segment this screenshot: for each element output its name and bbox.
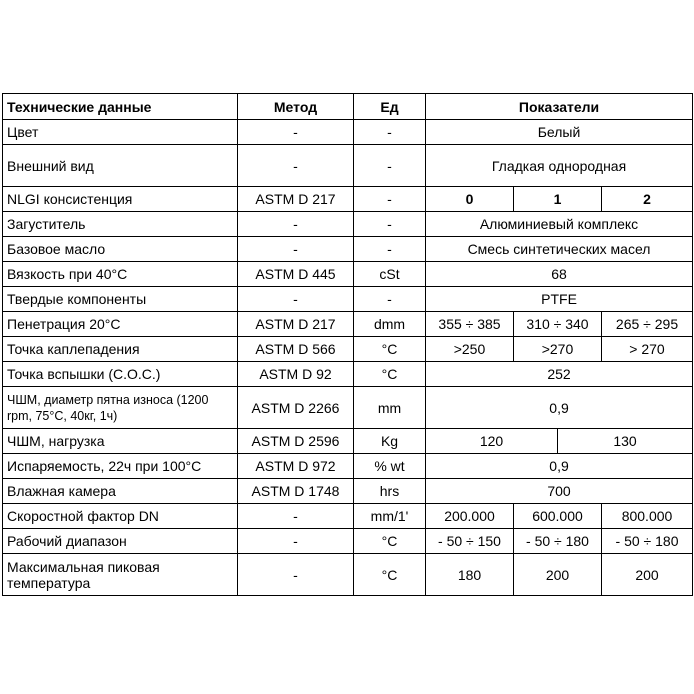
- table-row: [3, 554, 693, 596]
- table-row: [3, 429, 693, 454]
- row-method: ASTM D 1748: [238, 479, 354, 504]
- row-method: ASTM D 217: [238, 312, 354, 337]
- row-method: -: [238, 287, 354, 312]
- row-method: ASTM D 217: [238, 187, 354, 212]
- row-value: 0,9: [426, 387, 693, 429]
- row-unit: % wt: [354, 454, 426, 479]
- row-name: Цвет: [3, 120, 238, 145]
- table-row: [3, 387, 693, 429]
- row-value-grade-1: 1: [514, 187, 602, 212]
- row-value-grade-2: 265 ÷ 295: [602, 312, 693, 337]
- table-header-row: [3, 94, 693, 120]
- table-row: [3, 337, 693, 362]
- row-name: NLGI консистенция: [3, 187, 238, 212]
- table-row: [3, 504, 693, 529]
- row-unit: Kg: [354, 429, 426, 454]
- table-row: [3, 454, 693, 479]
- row-unit: -: [354, 237, 426, 262]
- row-value-grade-2: 200: [602, 554, 693, 596]
- table-row: [3, 187, 693, 212]
- row-method: -: [238, 120, 354, 145]
- row-value-grade-1: 200: [514, 554, 602, 596]
- row-unit: -: [354, 145, 426, 187]
- row-value-grade-0: >250: [426, 337, 514, 362]
- row-value-grade-2: > 270: [602, 337, 693, 362]
- row-name: Испаряемость, 22ч при 100°С: [3, 454, 238, 479]
- header-method: Метод: [238, 94, 354, 120]
- row-value-grade-2: 800.000: [602, 504, 693, 529]
- row-name: Пенетрация 20°С: [3, 312, 238, 337]
- row-unit: °C: [354, 529, 426, 554]
- row-name: Точка вспышки (С.О.С.): [3, 362, 238, 387]
- header-values: Показатели: [426, 94, 693, 120]
- row-name: Максимальная пиковая температура: [3, 554, 238, 596]
- row-value-grade-1: 600.000: [514, 504, 602, 529]
- technical-data-table: [2, 93, 693, 596]
- row-value: PTFE: [426, 287, 693, 312]
- row-unit: °C: [354, 362, 426, 387]
- row-unit: mm: [354, 387, 426, 429]
- table-row: [3, 120, 693, 145]
- row-method: -: [238, 529, 354, 554]
- table-row: [3, 287, 693, 312]
- row-method: ASTM D 445: [238, 262, 354, 287]
- table-row: [3, 145, 693, 187]
- header-unit: Ед: [354, 94, 426, 120]
- row-unit: mm/1': [354, 504, 426, 529]
- row-unit: dmm: [354, 312, 426, 337]
- row-value-grade-0: 0: [426, 187, 514, 212]
- row-value-grade-0: 355 ÷ 385: [426, 312, 514, 337]
- row-unit: °C: [354, 554, 426, 596]
- row-value: 252: [426, 362, 693, 387]
- row-name: Скоростной фактор DN: [3, 504, 238, 529]
- row-method: -: [238, 145, 354, 187]
- table-row: [3, 529, 693, 554]
- row-value-grade-0: 180: [426, 554, 514, 596]
- row-name: ЧШМ, нагрузка: [3, 429, 238, 454]
- row-name: Вязкость при 40°С: [3, 262, 238, 287]
- row-value: 0,9: [426, 454, 693, 479]
- row-value-grade-1: - 50 ÷ 180: [514, 529, 602, 554]
- row-value: 68: [426, 262, 693, 287]
- header-technical-data: Технические данные: [3, 94, 238, 120]
- row-unit: -: [354, 287, 426, 312]
- row-name: Базовое масло: [3, 237, 238, 262]
- row-name: Твердые компоненты: [3, 287, 238, 312]
- row-value: Алюминиевый комплекс: [426, 212, 693, 237]
- row-value-grade-2: 2: [602, 187, 693, 212]
- row-method: -: [238, 504, 354, 529]
- row-method: -: [238, 212, 354, 237]
- row-name: Влажная камера: [3, 479, 238, 504]
- row-value: 700: [426, 479, 693, 504]
- row-method: ASTM D 2266: [238, 387, 354, 429]
- row-value-a: 120: [426, 429, 558, 453]
- row-name: Рабочий диапазон: [3, 529, 238, 554]
- table-row: [3, 479, 693, 504]
- row-value: Белый: [426, 120, 693, 145]
- row-name: Внешний вид: [3, 145, 238, 187]
- row-method: ASTM D 566: [238, 337, 354, 362]
- row-value: Смесь синтетических масел: [426, 237, 693, 262]
- row-value-grade-0: 200.000: [426, 504, 514, 529]
- row-name: Загуститель: [3, 212, 238, 237]
- row-method: ASTM D 92: [238, 362, 354, 387]
- row-unit: -: [354, 120, 426, 145]
- row-value-grade-1: 310 ÷ 340: [514, 312, 602, 337]
- table-row: [3, 312, 693, 337]
- table-row: [3, 262, 693, 287]
- row-value-grade-0: - 50 ÷ 150: [426, 529, 514, 554]
- row-value-grade-2: - 50 ÷ 180: [602, 529, 693, 554]
- table-row: [3, 362, 693, 387]
- row-value-grade-1: >270: [514, 337, 602, 362]
- row-value: Гладкая однородная: [426, 145, 693, 187]
- row-unit: -: [354, 212, 426, 237]
- row-unit: -: [354, 187, 426, 212]
- row-name: Точка каплепадения: [3, 337, 238, 362]
- table-row: [3, 237, 693, 262]
- table-row: [3, 212, 693, 237]
- row-method: ASTM D 972: [238, 454, 354, 479]
- row-name: ЧШМ, диаметр пятна износа (1200 rpm, 75°C, 40кг, 1ч): [3, 387, 238, 429]
- row-value-b: 130: [613, 433, 637, 449]
- row-unit: cSt: [354, 262, 426, 287]
- row-unit: °C: [354, 337, 426, 362]
- row-value-split: [426, 429, 693, 454]
- row-unit: hrs: [354, 479, 426, 504]
- row-method: -: [238, 554, 354, 596]
- row-method: ASTM D 2596: [238, 429, 354, 454]
- row-method: -: [238, 237, 354, 262]
